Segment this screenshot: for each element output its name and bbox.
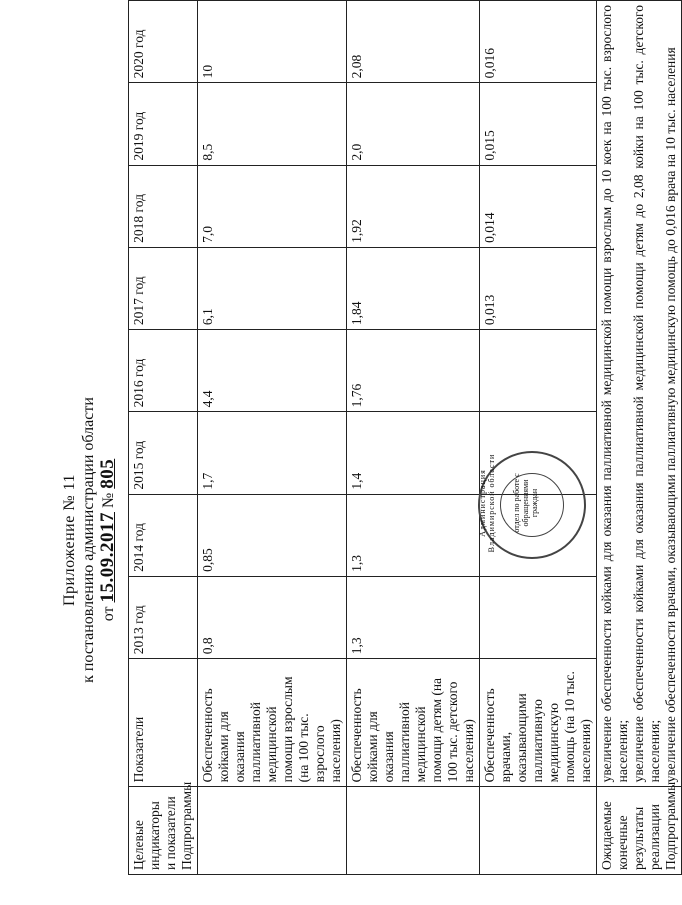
resolution-date: 15.09.2017 [97,512,118,603]
header-year: 2015 год [129,412,198,494]
expected-result-line: увеличение обеспеченности койками для оказания паллиативной медицинской помощи взрослым до 10 коек на 100 тыс. взрослого населения; [599,5,630,783]
expected-result-line: увеличение обеспеченности врачами, оказывающими паллиативную медицинскую помощь до 0,016 врача на 10 тыс. населения [663,47,678,783]
value-cell: 0,8 [198,576,347,658]
indicator-name: Обеспеченность врачами, оказывающими паллиативную медицинскую помощь (на 10 тыс. населения) [480,659,597,787]
value-cell: 6,1 [198,247,347,329]
expected-results-text [597,1,682,787]
value-cell: 10 [198,1,347,83]
value-cell: 2,0 [347,83,480,165]
header-year: 2018 год [129,165,198,247]
table-header-row [129,1,198,875]
value-cell: 1,3 [347,494,480,576]
header-year: 2013 год [129,576,198,658]
table-row [198,1,347,875]
value-cell: 4,4 [198,330,347,412]
header-year: 2016 год [129,330,198,412]
header-year: 2020 год [129,1,198,83]
indicator-name: Обеспеченность койками для оказания паллиативной медицинской помощи детям (на 100 тыс. детского населения) [347,659,480,787]
empty-cell [198,787,347,875]
header-year: 2014 год [129,494,198,576]
value-cell: 1,84 [347,247,480,329]
value-cell: 0,015 [480,83,597,165]
value-cell: 2,08 [347,1,480,83]
indicators-table [128,0,682,875]
value-cell: 1,3 [347,576,480,658]
table-row [347,1,480,875]
expected-result-line: увеличение обеспеченности койками для оказания паллиативной медицинской помощи детям до 2,08 койки на 100 тыс. детского населения; [631,5,662,783]
resolution-line: к постановлению администрации области [80,397,97,683]
value-cell: 1,76 [347,330,480,412]
table-row [480,1,597,875]
value-cell [480,576,597,658]
expected-results-label: Ожидаемые конечные результаты реализации Подпрограммы [597,787,682,875]
value-cell: 0,013 [480,247,597,329]
value-cell: 0,85 [198,494,347,576]
header-target: Целевые индикаторы и показатели Подпрограммы [129,787,198,875]
value-cell: 8,5 [198,83,347,165]
official-stamp [478,451,586,559]
stamp-center-text: отдел по работе с обращениями граждан [512,473,539,533]
empty-cell [347,787,480,875]
date-line: от 15.09.2017 № 805 [97,458,118,622]
appendix-title: Приложение № 11 [61,473,78,607]
empty-cell [480,787,597,875]
stamp-ring-text: Администрация Владимирской области [478,453,496,553]
resolution-number: 805 [97,458,118,489]
value-cell: 0,016 [480,1,597,83]
value-cell: 7,0 [198,165,347,247]
value-cell: 1,7 [198,412,347,494]
expected-results-row [597,1,682,875]
header-indicator: Показатели [129,659,198,787]
value-cell [480,330,597,412]
value-cell: 0,014 [480,165,597,247]
value-cell: 1,4 [347,412,480,494]
indicator-name: Обеспеченность койками для оказания паллиативной медицинской помощи взрослым (на 100 тыс. взрослого населения) [198,659,347,787]
header-year: 2017 год [129,247,198,329]
document-header [60,380,118,700]
value-cell: 1,92 [347,165,480,247]
header-year: 2019 год [129,83,198,165]
